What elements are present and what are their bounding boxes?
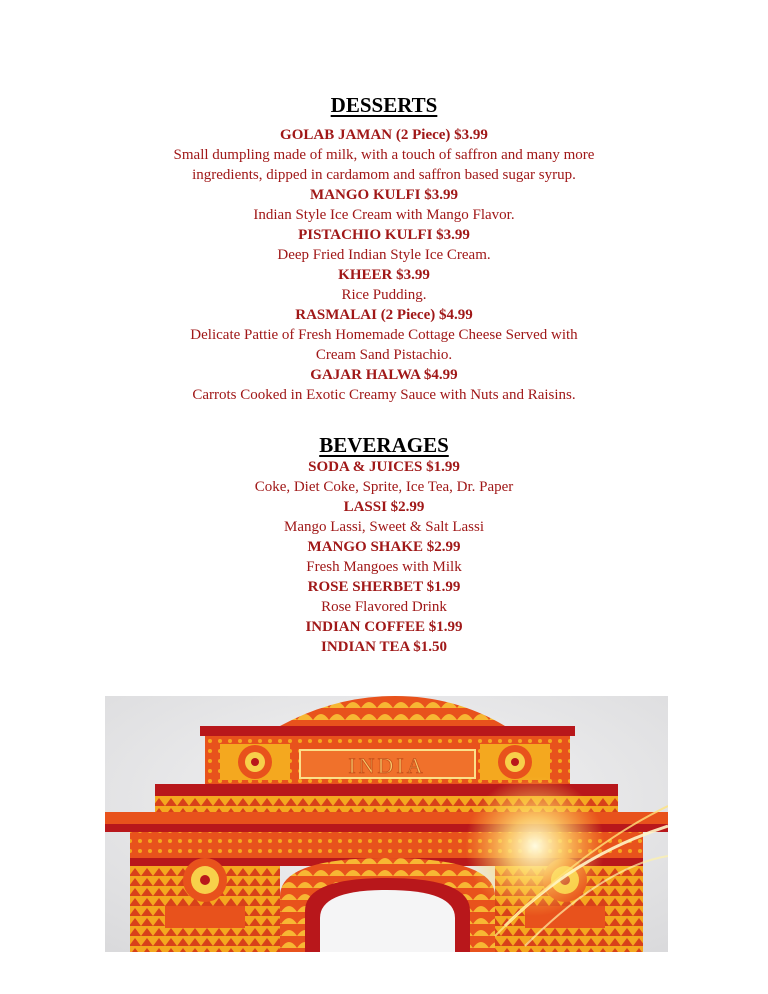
- item-description: Indian Style Ice Cream with Mango Flavor.: [253, 207, 515, 223]
- menu-item: [0, 305, 768, 365]
- item-name: RASMALAI (2 Piece) $4.99: [295, 307, 473, 323]
- item-name: LASSI $2.99: [343, 499, 425, 515]
- menu-item: [0, 577, 768, 617]
- item-name: INDIAN TEA $1.50: [321, 639, 447, 655]
- item-name: MANGO SHAKE $2.99: [307, 539, 461, 555]
- desserts-heading: DESSERTS: [330, 93, 438, 117]
- menu-item: [0, 365, 768, 405]
- menu-item: [0, 637, 768, 657]
- item-description: Mango Lassi, Sweet & Salt Lassi: [284, 519, 484, 535]
- item-name: ROSE SHERBET $1.99: [307, 579, 461, 595]
- item-description: Cream Sand Pistachio.: [315, 347, 453, 363]
- item-description: Carrots Cooked in Exotic Creamy Sauce with Nuts and Raisins.: [192, 387, 576, 403]
- gate-label: INDIA: [348, 753, 426, 778]
- menu-item: [0, 265, 768, 305]
- menu-item: [0, 537, 768, 577]
- item-description: Rose Flavored Drink: [321, 599, 447, 615]
- item-description: Deep Fried Indian Style Ice Cream.: [277, 247, 491, 263]
- menu-item: [0, 225, 768, 265]
- item-name: GOLAB JAMAN (2 Piece) $3.99: [280, 127, 488, 143]
- beverages-list: [0, 457, 768, 657]
- india-gate-illustration: [105, 696, 668, 952]
- menu-item: [0, 125, 768, 185]
- item-description: Delicate Pattie of Fresh Homemade Cottage Cheese Served with: [190, 327, 578, 343]
- item-description: Rice Pudding.: [341, 287, 427, 303]
- item-description: Coke, Diet Coke, Sprite, Ice Tea, Dr. Paper: [254, 479, 514, 495]
- item-name: PISTACHIO KULFI $3.99: [298, 227, 470, 243]
- item-name: GAJAR HALWA $4.99: [310, 367, 458, 383]
- item-description: ingredients, dipped in cardamom and saffron based sugar syrup.: [192, 167, 576, 183]
- item-description: Small dumpling made of milk, with a touch of saffron and many more: [173, 147, 595, 163]
- item-name: MANGO KULFI $3.99: [310, 187, 458, 203]
- beverages-heading: BEVERAGES: [319, 433, 449, 457]
- menu-item: [0, 497, 768, 537]
- item-name: KHEER $3.99: [338, 267, 430, 283]
- desserts-list: [0, 125, 768, 405]
- menu-item: [0, 185, 768, 225]
- menu-item: [0, 617, 768, 637]
- menu-item: [0, 457, 768, 497]
- item-name: INDIAN COFFEE $1.99: [305, 619, 463, 635]
- item-description: Fresh Mangoes with Milk: [306, 559, 462, 575]
- item-name: SODA & JUICES $1.99: [308, 459, 460, 475]
